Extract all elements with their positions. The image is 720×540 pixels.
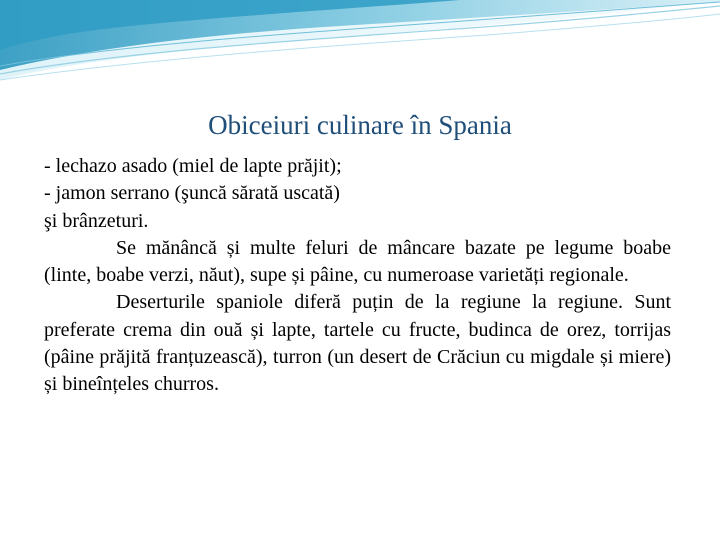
list-item: şi brânzeturi.: [44, 209, 149, 232]
paragraph-text: Deserturile spaniole diferă puțin de la regiune la regiune. Sunt preferate crema din ouă și lapte, tartele cu fructe, budinca de orez, torrijas (pâine prăjită franțuzească), turron (un desert de Crăciun cu migdale și miere) și bineînțeles churros.: [44, 291, 671, 396]
slide-title: Obiceiuri culinare în Spania: [208, 110, 512, 140]
slide-body: [44, 153, 671, 399]
list-item: - lechazo asado (miel de lapte prăjit);: [44, 155, 342, 177]
wave-decoration: [0, 0, 720, 100]
list-item: - jamon serrano (şuncă sărată uscată): [44, 182, 340, 205]
paragraph-text: Se mănâncă și multe feluri de mâncare bazate pe legume boabe (linte, boabe verzi, năut), supe și pâine, cu numeroase varietăți regionale.: [44, 236, 671, 287]
paragraph: [44, 235, 671, 290]
paragraph: [44, 289, 671, 398]
